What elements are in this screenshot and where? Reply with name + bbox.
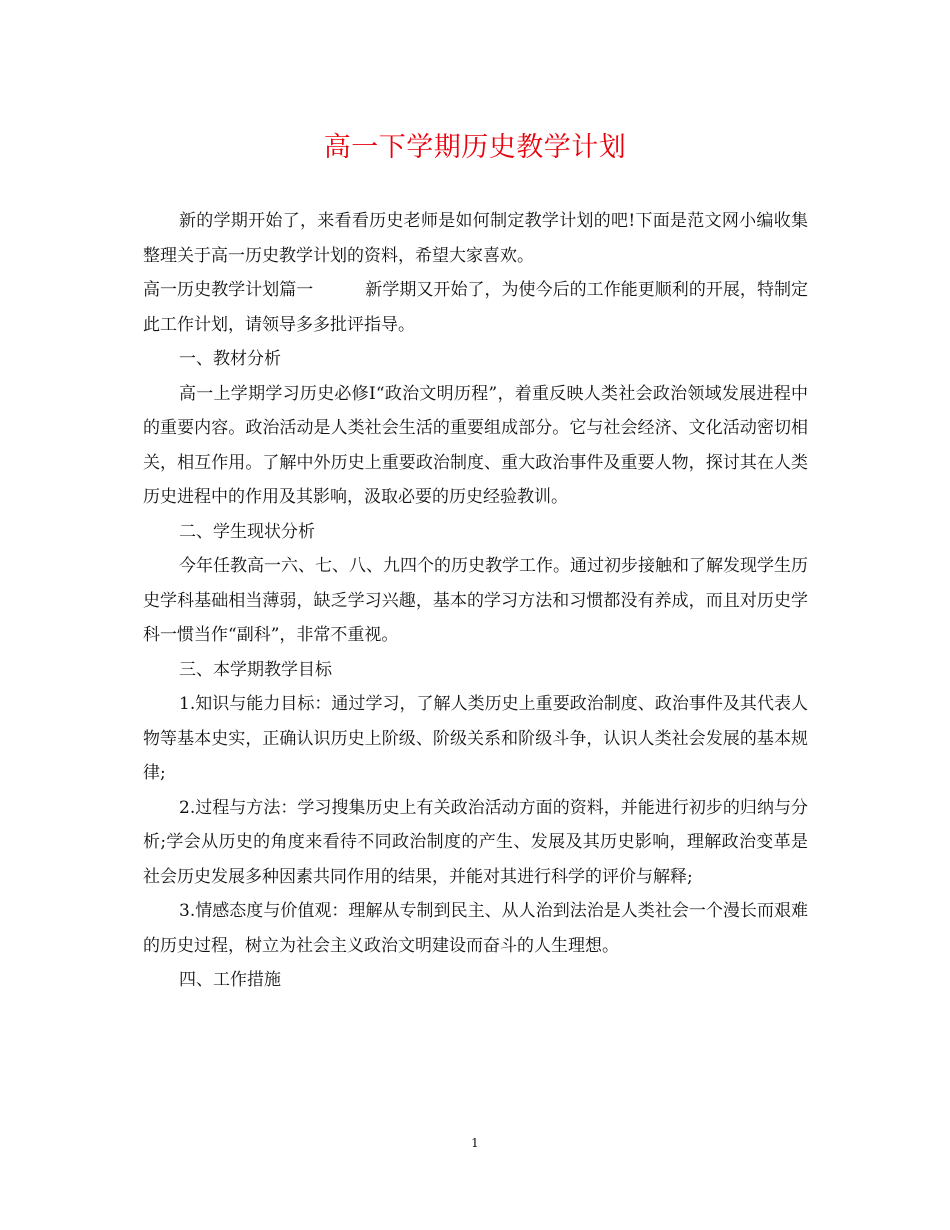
section-paragraph xyxy=(143,273,808,342)
goal-attitude-paragraph: 3.情感态度与价值观：理解从专制到民主、从人治到法治是人类社会一个漫长而艰难的历史过程，树立为社会主义政治文明建设而奋斗的人生理想。 xyxy=(143,901,808,956)
document-title: 高一下学期历史教学计划 xyxy=(323,132,627,163)
document-body xyxy=(143,204,808,998)
goal-knowledge-paragraph: 1.知识与能力目标：通过学习，了解人类历史上重要政治制度、政治事件及其代表人物等基本史实，正确认识历史上阶级、阶级关系和阶级斗争，认识人类社会发展的基本规律; xyxy=(143,694,808,783)
intro-paragraph: 新的学期开始了，来看看历史老师是如何制定教学计划的吧!下面是范文网小编收集整理关于高一历史教学计划的资料，希望大家喜欢。 xyxy=(143,211,808,266)
heading-teaching-goals: 三、本学期教学目标 xyxy=(179,659,332,680)
section-heading: 高一历史教学计划篇一 xyxy=(143,280,314,300)
goal-process-paragraph: 2.过程与方法：学习搜集历史上有关政治活动方面的资料，并能进行初步的归纳与分析;学会从历史的角度来看待不同政治制度的产生、发展及其历史影响，理解政治变革是社会历史发展多种因素共同作用的结果，并能对其进行科学的评价与解释; xyxy=(143,797,808,887)
textbook-analysis-paragraph: 高一上学期学习历史必修Ⅰ“政治文明历程”，着重反映人类社会政治领域发展进程中的重要内容。政治活动是人类社会生活的重要组成部分。它与社会经济、文化活动密切相关，相互作用。了解中外历史上重要政治制度、重大政治事件及重要人物，探讨其在人类历史进程中的作用及其影响，汲取必要的历史经验教训。 xyxy=(143,383,808,507)
page-number: 1 xyxy=(471,1136,479,1150)
section-intro: 新学期又开始了，为使今后的工作能更顺利的开展，特制定此工作计划，请领导多多批评指导。 xyxy=(143,280,809,335)
heading-work-measures: 四、工作措施 xyxy=(179,970,281,990)
heading-student-analysis: 二、学生现状分析 xyxy=(179,521,315,542)
heading-textbook-analysis: 一、教材分析 xyxy=(179,349,281,369)
student-analysis-paragraph: 今年任教高一六、七、八、九四个的历史教学工作。通过初步接触和了解发现学生历史学科基础相当薄弱，缺乏学习兴趣，基本的学习方法和习惯都没有养成，而且对历史学科一惯当作“副科”，非常不重视。 xyxy=(143,556,808,645)
